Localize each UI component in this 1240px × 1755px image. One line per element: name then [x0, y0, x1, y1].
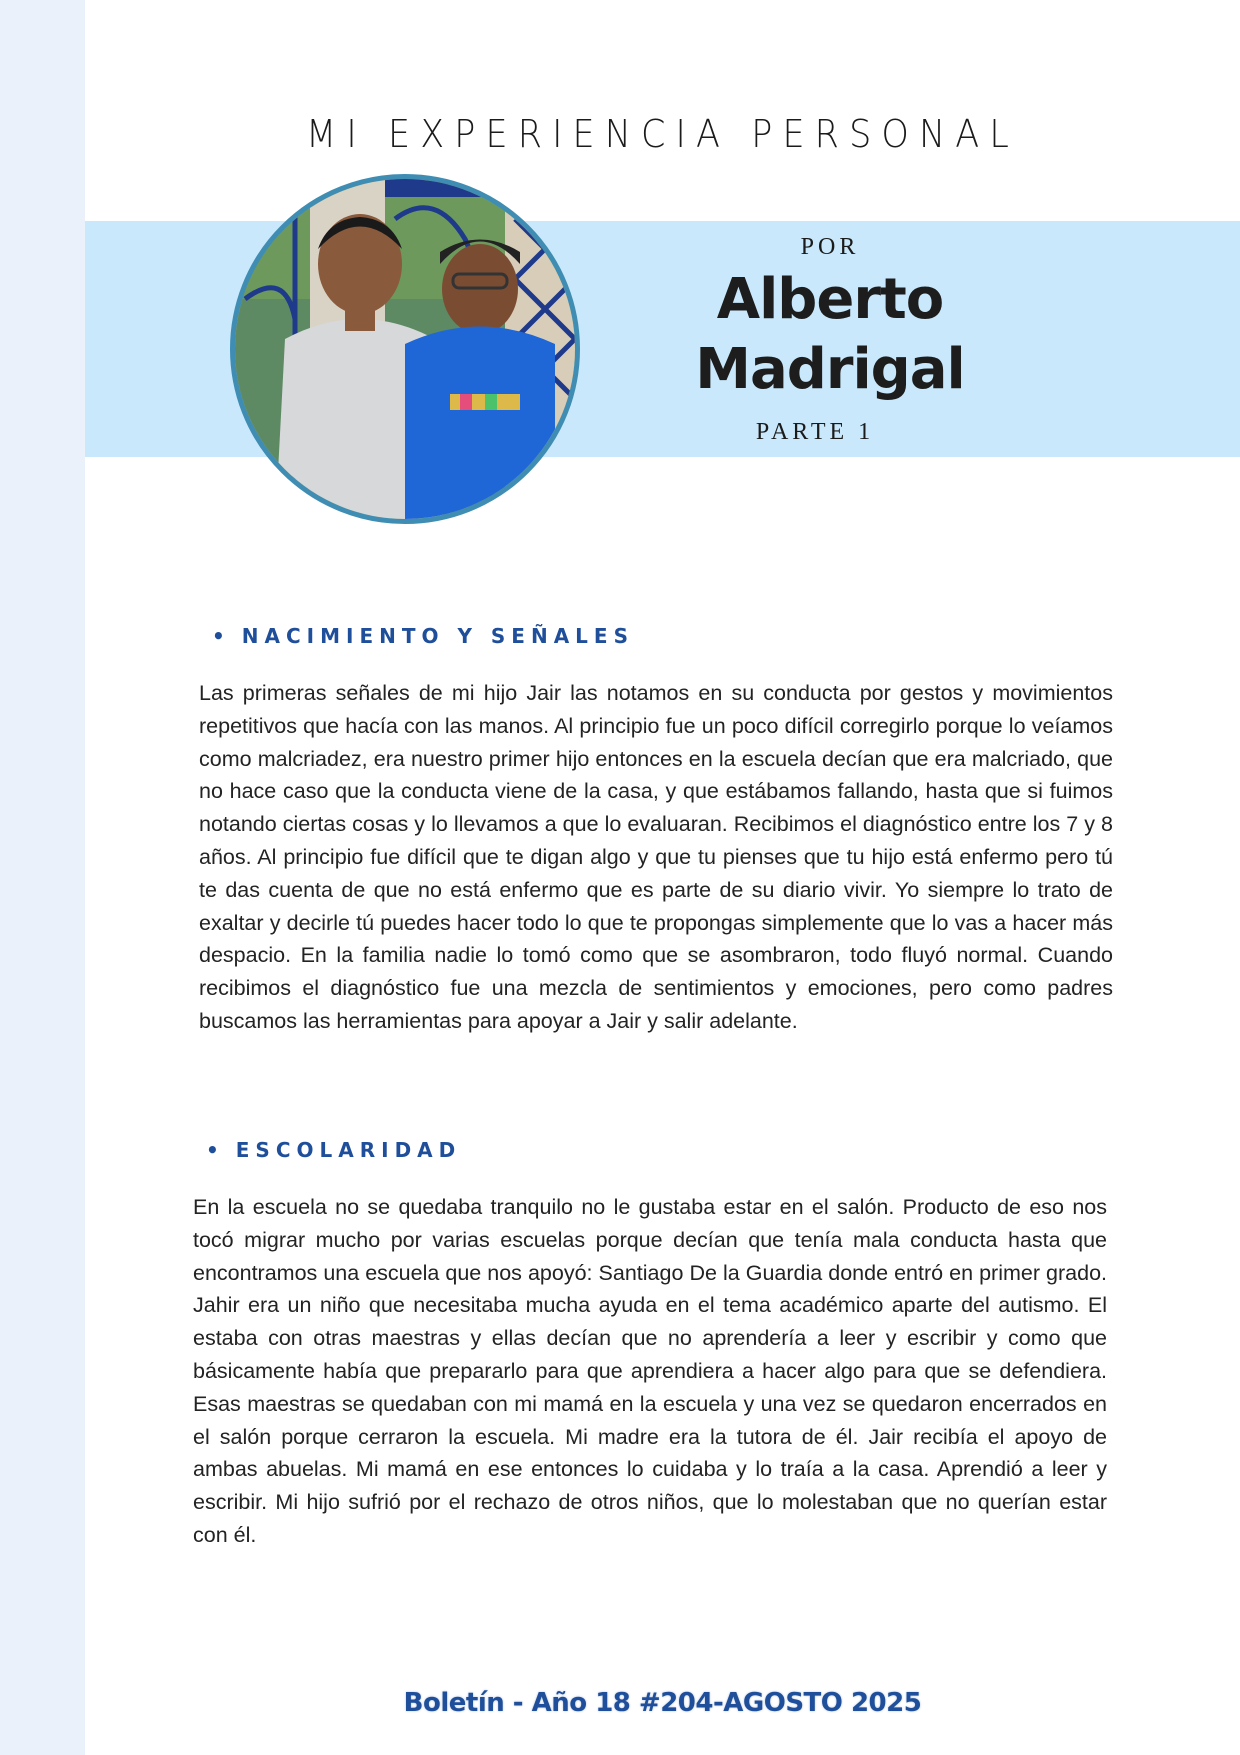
by-label: POR — [800, 234, 860, 260]
section-heading-text: NACIMIENTO Y SEÑALES — [241, 624, 634, 648]
author-photo — [230, 174, 580, 524]
section-heading-nacimiento — [212, 624, 634, 648]
author-last-name: Madrigal — [695, 337, 965, 402]
author-block — [660, 228, 1000, 446]
section-heading-text: ESCOLARIDAD — [235, 1138, 462, 1162]
section-heading-escolaridad — [206, 1138, 461, 1162]
page-title: MI EXPERIENCIA PERSONAL — [306, 112, 1019, 156]
left-margin-strip — [0, 0, 85, 1755]
bullet-icon: • — [212, 624, 225, 648]
part-label: PARTE 1 — [755, 419, 875, 445]
photo-illustration — [235, 179, 575, 519]
section-body-nacimiento: Las primeras señales de mi hijo Jair las notamos en su conducta por gestos y movimientos repetitivos que hacía con las manos. Al principio fue un poco difícil corregirlo porque lo veíamos como malcriadez, era nuestro primer hijo entonces en la escuela decían que era malcriado, que no hace caso que la conducta viene de la casa, y que estábamos fallando, hasta que si fuimos notando ciertas cosas y lo llevamos a que lo evaluaran. Recibimos el diagnóstico entre los 7 y 8 años. Al principio fue difícil que te digan algo y que tu pienses que tu hijo está enfermo pero tú te das cuenta de que no está enfermo que es parte de su diario vivir. Yo siempre lo trato de exaltar y decirle tú puedes hacer todo lo que te propongas simplemente que lo vas a hacer más despacio. En la familia nadie lo tomó como que se asombraron, todo fluyó normal. Cuando recibimos el diagnóstico fue una mezcla de sentimientos y emociones, pero como padres buscamos las herramientas para apoyar a Jair y salir adelante. — [199, 681, 1113, 1033]
section-body-escolaridad: En la escuela no se quedaba tranquilo no le gustaba estar en el salón. Producto de eso nos tocó migrar mucho por varias escuelas porque decían que tenía mala conducta hasta que encontramos una escuela que nos apoyó: Santiago De la Guardia donde entró en primer grado. Jahir era un niño que necesitaba mucha ayuda en el tema académico aparte del autismo. El estaba con otras maestras y ellas decían que no aprendería a leer y escribir y como que básicamente había que prepararlo para que aprendiera a hacer algo para que se defendiera. Esas maestras se quedaban con mi mamá en la escuela y una vez se quedaron encerrados en el salón porque cerraron la escuela. Mi madre era la tutora de él. Jair recibía el apoyo de ambas abuelas. Mi mamá en ese entonces lo cuidaba y lo traía a la casa. Aprendió a leer y escribir. Mi hijo sufrió por el rechazo de otros niños, que lo molestaban que no querían estar con él. — [193, 1195, 1107, 1547]
newsletter-footer: Boletín - Año 18 #204-AGOSTO 2025 — [403, 1688, 922, 1718]
author-first-name: Alberto — [716, 267, 944, 332]
bullet-icon: • — [206, 1138, 219, 1162]
